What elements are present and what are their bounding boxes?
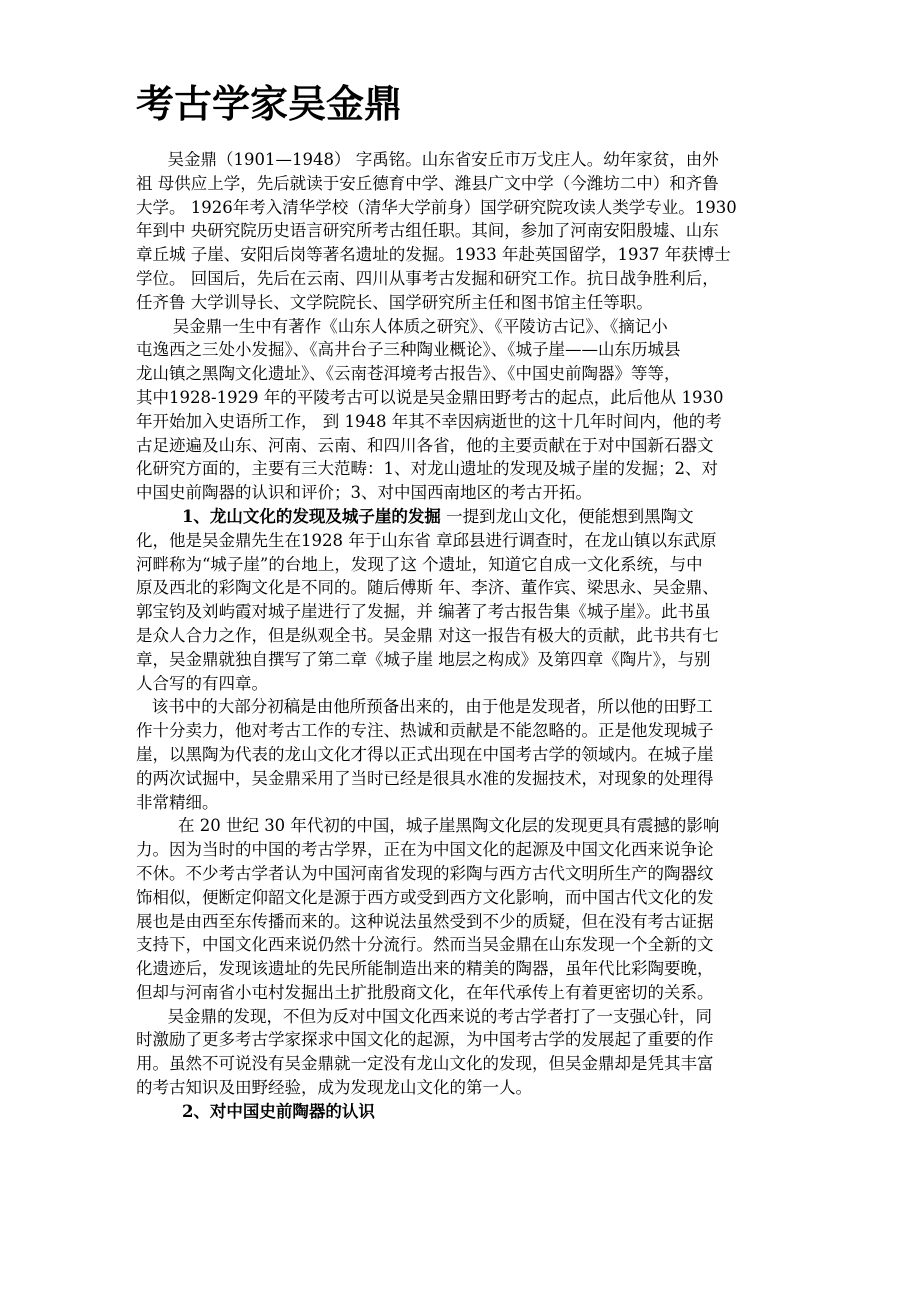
section-heading: 1、龙山文化的发现及城子崖的发掘 <box>136 506 441 526</box>
text-line: 祖 母供应上学，先后就读于安丘德育中学、潍县广文中学（今潍坊二中）和齐鲁 <box>136 173 719 193</box>
text-line <box>136 505 796 529</box>
text-line: 化，他是吴金鼎先生在1928 年于山东省 章邱县进行调查时，在龙山镇以东武原 <box>136 530 717 550</box>
text-line: 饰相似，便断定仰韶文化是源于西方或受到西方文化影响，而中国古代文化的发 <box>136 887 714 907</box>
text-line: 年到中 央研究院历史语言研究所考古组任职。其间，参加了河南安阳殷墟、山东 <box>136 221 719 241</box>
text-line: 化遗迹后，发现该遗址的先民所能制造出来的精美的陶器，虽年代比彩陶要晚， <box>136 959 714 979</box>
text-line: 但却与河南省小屯村发掘出土扩批殷商文化，在年代承传上有着更密切的关系。 <box>136 982 714 1002</box>
text-line: 化研究方面的，主要有三大范畴：1、对龙山遗址的发现及城子崖的发掘；2、对 <box>136 459 718 479</box>
text-line: 在 20 世纪 30 年代初的中国，城子崖黑陶文化层的发现更具有震撼的影响 <box>136 816 720 836</box>
text-line: 时激励了更多考古学家探求中国文化的起源，为中国考古学的发展起了重要的作 <box>136 1030 714 1050</box>
text-line: 力。因为当时的中国的考古学界，正在为中国文化的起源及中国文化西来说争论 <box>136 840 714 860</box>
text-line: 用。虽然不可说没有吴金鼎就一定没有龙山文化的发现，但吴金鼎却是凭其丰富 <box>136 1054 714 1074</box>
text-line: 的考古知识及田野经验，成为发现龙山文化的第一人。 <box>136 1078 532 1098</box>
text-run: 一提到龙山文化，便能想到黑陶文 <box>440 506 694 526</box>
text-line: 该书中的大部分初稿是由他所预备出来的，由于他是发现者，所以他的田野工 <box>136 697 713 717</box>
text-line: 的两次试掘中，吴金鼎采用了当时已经是很具水准的发掘技术，对现象的处理得 <box>136 768 714 788</box>
text-line: 章丘城 子崖、安阳后岗等著名遗址的发掘。1933 年赴英国留学，1937 年获博士 <box>136 245 731 265</box>
text-line: 吴金鼎一生中有著作《山东人体质之研究》、《平陵访古记》、《摘记小 <box>136 316 668 336</box>
text-line: 中国史前陶器的认识和评价；3、对中国西南地区的考古开拓。 <box>136 483 592 503</box>
text-line: 作十分卖力，他对考古工作的专注、热诚和贡献是不能忽略的。正是他发现城子 <box>136 721 714 741</box>
text-line: 屯逸西之三处小发掘》、《高井台子三种陶业概论》、《城子崖——山东历城县 <box>136 340 681 360</box>
text-line: 展也是由西至东传播而来的。这种说法虽然受到不少的质疑，但在没有考古证据 <box>136 911 714 931</box>
text-line: 吴金鼎的发现，不但为反对中国文化西来说的考古学者打了一支强心针，同 <box>136 1006 712 1026</box>
text-line: 古足迹遍及山东、河南、云南、和四川各省，他的主要贡献在于对中国新石器文 <box>136 435 714 455</box>
text-line: 不休。不少考古学者认为中国河南省发现的彩陶与西方古代文明所生产的陶器纹 <box>136 863 714 883</box>
text-line: 支持下，中国文化西来说仍然十分流行。然而当吴金鼎在山东发现一个全新的文 <box>136 935 714 955</box>
text-line <box>136 1100 796 1124</box>
text-line: 郭宝钧及刘屿霞对城子崖进行了发掘，并 编著了考古报告集《城子崖》。此书虽 <box>136 602 711 622</box>
text-line: 崖，以黑陶为代表的龙山文化才得以正式出现在中国考古学的领域内。在城子崖 <box>136 744 714 764</box>
text-line: 大学。 1926年考入清华学校（清华大学前身）国学研究院攻读人类学专业。1930 <box>136 197 737 217</box>
text-line: 任齐鲁 大学训导长、文学院院长、国学研究所主任和图书馆主任等职。 <box>136 292 653 312</box>
text-line: 河畔称为“城子崖”的台地上，发现了这 个遗址，知道它自成一文化系统，与中 <box>136 554 703 574</box>
text-line: 章，吴金鼎就独自撰写了第二章《城子崖 地层之构成》及第四章《陶片》，与别 <box>136 649 711 669</box>
text-line: 原及西北的彩陶文化是不同的。随后傅斯 年、李济、董作宾、梁思永、吴金鼎、 <box>136 578 719 598</box>
text-line: 年开始加入史语所工作， 到 1948 年其不幸因病逝世的这十几年时间内，他的考 <box>136 411 722 431</box>
text-line: 非常精细。 <box>136 792 219 812</box>
text-line: 是众人合力之作，但是纵观全书。吴金鼎 对这一报告有极大的贡献，此书共有七 <box>136 625 719 645</box>
text-line: 学位。 回国后，先后在云南、四川从事考古发掘和研究工作。抗日战争胜利后， <box>136 268 719 288</box>
page-title: 考古学家吴金鼎 <box>136 82 403 126</box>
text-line: 龙山镇之黑陶文化遗址》、《云南苍洱境考古报告》、《中国史前陶器》等等， <box>136 364 681 384</box>
text-line: 吴金鼎（1901—1948） 字禹铭。山东省安丘市万戈庄人。幼年家贫，由外 <box>136 150 719 169</box>
text-line: 人合写的有四章。 <box>136 673 268 693</box>
text-line: 其中1928-1929 年的平陵考古可以说是吴金鼎田野考古的起点，此后他从 1930 <box>136 387 724 407</box>
article-body <box>136 148 796 1124</box>
section-heading: 2、对中国史前陶器的认识 <box>136 1101 375 1121</box>
